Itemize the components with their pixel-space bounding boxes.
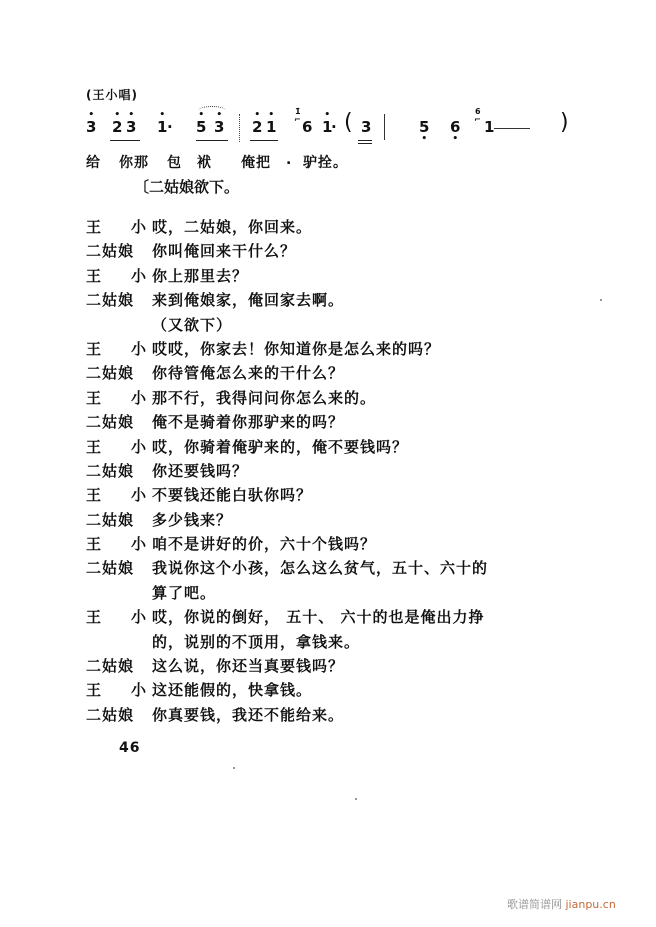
dialogue-row <box>86 582 606 606</box>
eighth-underline <box>250 140 278 141</box>
dialogue-row <box>86 240 606 264</box>
dialogue-row <box>86 606 606 630</box>
speaker-char: 二姑娘 <box>86 705 135 724</box>
note <box>196 110 207 136</box>
speaker-char: 小 <box>130 535 146 554</box>
dialogue-row <box>86 655 606 679</box>
note-digit: 3 <box>86 118 97 136</box>
grace-tie: ⌐ <box>474 115 481 124</box>
speaker-name <box>86 679 146 700</box>
grace-note: 1̇ <box>295 107 301 116</box>
lyric-syllable: 你那 <box>119 155 149 171</box>
lyric-syllable: 包 <box>167 155 182 171</box>
note-digit: 5 <box>419 118 430 136</box>
dialogue-line: 你上那里去？ <box>152 266 249 285</box>
sixteenth-underline-1 <box>358 140 372 141</box>
open-paren: ( <box>344 110 353 135</box>
speaker-name <box>86 509 146 530</box>
dialogue-row <box>86 460 606 484</box>
dialogue-line: 来到俺娘家，俺回家去啊。 <box>152 291 345 310</box>
speaker-char: 二姑娘 <box>86 510 135 529</box>
note-digit: 2 <box>112 118 123 136</box>
dialogue-row <box>86 338 606 362</box>
speaker-char: 王 <box>86 608 102 627</box>
dialogue-line: 你叫俺回来干什么？ <box>152 242 297 261</box>
speaker-char: 小 <box>130 608 146 627</box>
speaker-char: 二姑娘 <box>86 461 135 480</box>
lyric-syllable: . <box>286 152 293 168</box>
sustain-dash <box>494 128 530 129</box>
dialogue-row <box>86 631 606 655</box>
speaker-char: 王 <box>86 486 102 505</box>
note <box>112 110 123 136</box>
note <box>266 110 277 136</box>
lyric-syllable: 袱 <box>197 155 212 171</box>
dialogue-line: 这还能假的，快拿钱。 <box>152 681 313 700</box>
dialogue-row <box>86 484 606 508</box>
speaker-name <box>86 436 146 457</box>
speaker-char: 王 <box>86 535 102 554</box>
note <box>361 118 371 136</box>
scan-speck <box>600 299 602 301</box>
speaker-char: 王 <box>86 388 102 407</box>
dialogue-line: （又欲下） <box>152 315 233 334</box>
note-digit: 1 <box>266 118 277 136</box>
dialogue-row <box>86 436 606 460</box>
speaker-name <box>86 240 146 261</box>
note <box>302 118 312 136</box>
watermark <box>507 896 616 912</box>
page-number: 46 <box>119 740 141 756</box>
note-digit: 1 <box>484 118 495 136</box>
octave-dot-above: • <box>88 110 95 120</box>
dashed-barline <box>239 114 240 142</box>
note-digit: 6 <box>302 118 313 136</box>
dialogue-row <box>86 314 606 338</box>
note <box>450 118 461 144</box>
scan-speck <box>355 798 357 800</box>
dialogue-line: 你还要钱吗？ <box>152 461 249 480</box>
note-digit: 3 <box>361 118 372 136</box>
dialogue-row <box>86 533 606 557</box>
octave-dot-below: • <box>452 134 459 144</box>
note-digit: 3 <box>126 118 137 136</box>
dialogue-line: 不要钱还能白驮你吗？ <box>152 486 313 505</box>
note <box>484 118 494 136</box>
watermark-domain: jianpu.cn <box>565 898 616 911</box>
dialogue-row <box>86 704 606 728</box>
note-digit: 3 <box>214 118 225 136</box>
speaker-name <box>86 704 146 725</box>
octave-dot-above: • <box>128 110 135 120</box>
dialogue-block <box>86 216 606 728</box>
sixteenth-underline-2 <box>358 143 372 144</box>
speaker-name <box>86 460 146 481</box>
octave-dot-above: • <box>324 110 331 120</box>
note <box>126 110 137 136</box>
dialogue-row <box>86 679 606 703</box>
grace-tie: ⌐ <box>294 115 301 124</box>
dialogue-line: 咱不是讲好的价，六十个钱吗？ <box>152 535 377 554</box>
note <box>167 118 173 136</box>
octave-dot-below: • <box>421 134 428 144</box>
dialogue-line: 俺不是骑着你那驴来的吗？ <box>152 413 345 432</box>
speaker-char: 小 <box>130 681 146 700</box>
octave-dot-above: • <box>159 110 166 120</box>
speaker-name <box>86 533 146 554</box>
dialogue-line: 哎哎，你家去！你知道你是怎么来的吗？ <box>152 339 441 358</box>
speaker-char: 王 <box>86 339 102 358</box>
note <box>419 118 430 144</box>
note-digit: 6 <box>450 118 461 136</box>
slur <box>198 106 226 115</box>
watermark-site-name: 歌谱简谱网 <box>507 898 562 911</box>
note <box>214 110 225 136</box>
dialogue-line: 哎，你说的倒好， 五十、 六十的也是俺出力挣 <box>152 608 485 627</box>
speaker-char: 王 <box>86 266 102 285</box>
speaker-char: 小 <box>130 388 146 407</box>
dialogue-line: 哎，二姑娘，你回来。 <box>152 218 313 236</box>
speaker-char: 二姑娘 <box>86 657 135 676</box>
dialogue-row <box>86 557 606 581</box>
dialogue-row <box>86 411 606 435</box>
octave-dot-above: • <box>268 110 275 120</box>
speaker-char: 二姑娘 <box>86 242 135 261</box>
grace-note: 6 <box>475 107 481 116</box>
note <box>331 118 337 136</box>
octave-dot-above: • <box>114 110 121 120</box>
dialogue-line: 这么说，你还当真要钱吗？ <box>152 657 345 676</box>
note-digit: 1 <box>322 118 333 136</box>
speaker-name <box>86 387 146 408</box>
eighth-underline <box>110 140 140 141</box>
speaker-name <box>86 655 146 676</box>
speaker-char: 王 <box>86 218 102 236</box>
eighth-underline <box>196 140 228 141</box>
speaker-name <box>86 265 146 286</box>
note-digit: 5 <box>196 118 207 136</box>
speaker-char: 小 <box>130 486 146 505</box>
stage-direction: 〔二姑娘欲下。 <box>134 178 240 196</box>
speaker-name <box>86 411 146 432</box>
dialogue-row <box>86 289 606 313</box>
scan-speck <box>233 767 235 769</box>
speaker-char: 二姑娘 <box>86 559 135 578</box>
dialogue-row <box>86 216 606 240</box>
speaker-name <box>86 338 146 359</box>
dialogue-line: 哎，你骑着俺驴来的，俺不要钱吗？ <box>152 437 409 456</box>
speaker-char: 小 <box>130 218 146 236</box>
barline <box>384 114 385 140</box>
speaker-name <box>86 289 146 310</box>
dialogue-line: 我说你这个小孩，怎么这么贫气，五十、六十的 <box>152 559 489 578</box>
dialogue-line: 的，说别的不顶用，拿钱来。 <box>152 632 361 651</box>
note-digit: 1 <box>157 118 168 136</box>
dialogue-row <box>86 387 606 411</box>
octave-dot-above: • <box>198 110 205 120</box>
note-digit: 2 <box>252 118 263 136</box>
dialogue-line: 你待管俺怎么来的干什么？ <box>152 364 345 383</box>
dialogue-line: 多少钱来？ <box>152 510 233 529</box>
note <box>157 110 168 136</box>
speaker-name <box>86 606 146 627</box>
jianpu-notation <box>86 107 586 144</box>
lyric-syllable: 给 <box>86 155 101 171</box>
dialogue-line: 你真要钱，我还不能给来。 <box>152 705 345 724</box>
note-digit: · <box>167 118 173 136</box>
dialogue-row <box>86 509 606 533</box>
dialogue-row <box>86 362 606 386</box>
speaker-char: 王 <box>86 437 102 456</box>
speaker-name <box>86 362 146 383</box>
dialogue-row <box>86 265 606 289</box>
lyric-syllable: 驴拴。 <box>303 155 348 171</box>
speaker-name <box>86 484 146 505</box>
speaker-char: 二姑娘 <box>86 291 135 310</box>
note-digit: · <box>331 118 337 136</box>
octave-dot-above: • <box>254 110 261 120</box>
speaker-char: 王 <box>86 681 102 700</box>
lyric-syllable: 俺把 <box>241 155 271 171</box>
speaker-name <box>86 216 146 237</box>
speaker-char: 二姑娘 <box>86 364 135 383</box>
dialogue-line: 那不行，我得问问你怎么来的。 <box>152 388 377 407</box>
close-paren: ) <box>560 110 569 135</box>
speaker-char: 小 <box>130 339 146 358</box>
speaker-char: 小 <box>130 266 146 285</box>
note <box>252 110 263 136</box>
note <box>86 110 97 136</box>
octave-dot-above: • <box>216 110 223 120</box>
speaker-char: 小 <box>130 437 146 456</box>
dialogue-line: 算了吧。 <box>152 583 217 602</box>
speaker-name <box>86 557 146 578</box>
singer-label: (王小唱) <box>86 88 138 102</box>
speaker-char: 二姑娘 <box>86 413 135 432</box>
